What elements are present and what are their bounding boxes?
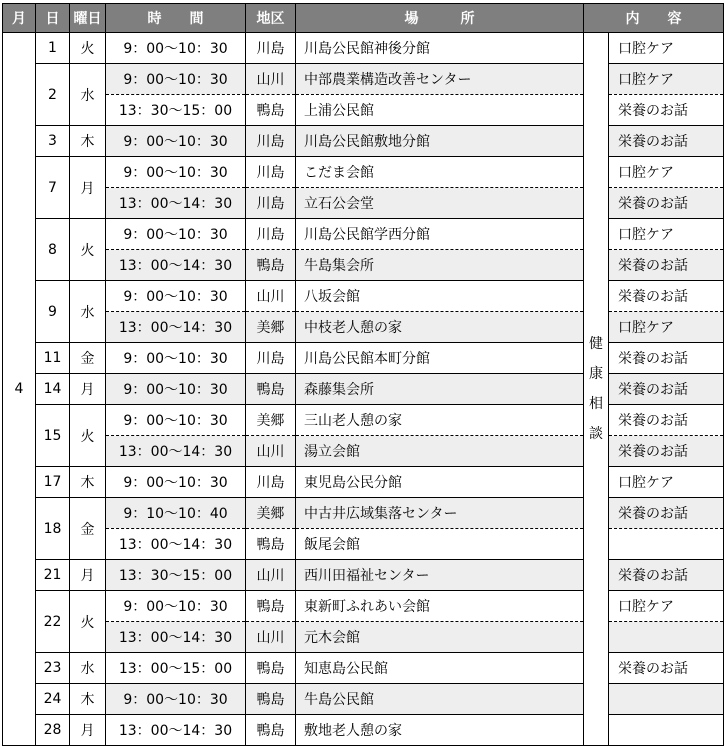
place-cell: 川島公民館敷地分館 <box>296 126 584 157</box>
place-cell: 八坂会館 <box>296 281 584 312</box>
time-cell: 9：00〜10：30 <box>106 684 246 715</box>
table-row <box>3 33 724 64</box>
header-content: 内 容 <box>584 4 724 33</box>
table-row <box>3 622 724 653</box>
place-cell: 川島公民館学西分館 <box>296 219 584 250</box>
content-cell: 栄養のお話 <box>609 436 724 467</box>
header-time: 時 間 <box>106 4 246 33</box>
place-cell: 森藤集会所 <box>296 374 584 405</box>
weekday-cell: 火 <box>70 405 106 467</box>
table-row <box>3 405 724 436</box>
table-row <box>3 498 724 529</box>
content-cell: 栄養のお話 <box>609 281 724 312</box>
place-cell: 三山老人憩の家 <box>296 405 584 436</box>
area-cell: 鴨島 <box>246 591 296 622</box>
schedule-body <box>3 33 724 746</box>
area-cell: 鴨島 <box>246 250 296 281</box>
place-cell: 元木会館 <box>296 622 584 653</box>
content-cell: 口腔ケア <box>609 33 724 64</box>
place-cell: 牛島集会所 <box>296 250 584 281</box>
category-char: 相 <box>589 396 603 412</box>
time-cell: 13：30〜15：00 <box>106 560 246 591</box>
weekday-cell: 木 <box>70 467 106 498</box>
content-cell: 口腔ケア <box>609 157 724 188</box>
area-cell: 美郷 <box>246 312 296 343</box>
table-row <box>3 188 724 219</box>
table-row <box>3 219 724 250</box>
place-cell: 湯立会館 <box>296 436 584 467</box>
place-cell: 知恵島公民館 <box>296 653 584 684</box>
day-cell: 22 <box>36 591 70 653</box>
place-cell: 西川田福祉センター <box>296 560 584 591</box>
time-cell: 9：00〜10：30 <box>106 33 246 64</box>
category-char: 談 <box>589 426 603 442</box>
place-cell: 中古井広域集落センター <box>296 498 584 529</box>
content-cell: 栄養のお話 <box>609 188 724 219</box>
weekday-cell: 金 <box>70 343 106 374</box>
day-cell: 8 <box>36 219 70 281</box>
place-cell: 牛島公民館 <box>296 684 584 715</box>
day-cell: 17 <box>36 467 70 498</box>
place-cell: 上浦公民館 <box>296 95 584 126</box>
area-cell: 川島 <box>246 467 296 498</box>
area-cell: 美郷 <box>246 498 296 529</box>
area-cell: 川島 <box>246 188 296 219</box>
area-cell: 山川 <box>246 281 296 312</box>
category-char: 康 <box>589 366 603 382</box>
day-cell: 24 <box>36 684 70 715</box>
weekday-cell: 月 <box>70 157 106 219</box>
time-cell: 9：00〜10：30 <box>106 591 246 622</box>
content-cell: 栄養のお話 <box>609 405 724 436</box>
area-cell: 鴨島 <box>246 529 296 560</box>
day-cell: 1 <box>36 33 70 64</box>
day-cell: 2 <box>36 64 70 126</box>
table-row <box>3 560 724 591</box>
table-row <box>3 157 724 188</box>
content-cell: 口腔ケア <box>609 219 724 250</box>
area-cell: 川島 <box>246 219 296 250</box>
place-cell: 飯尾会館 <box>296 529 584 560</box>
weekday-cell: 水 <box>70 653 106 684</box>
content-cell <box>609 684 724 715</box>
header-row <box>3 4 724 33</box>
time-cell: 13：00〜14：30 <box>106 715 246 746</box>
time-cell: 13：00〜14：30 <box>106 529 246 560</box>
area-cell: 山川 <box>246 64 296 95</box>
area-cell: 川島 <box>246 33 296 64</box>
weekday-cell: 月 <box>70 560 106 591</box>
time-cell: 9：00〜10：30 <box>106 126 246 157</box>
day-cell: 15 <box>36 405 70 467</box>
place-cell: 東新町ふれあい会館 <box>296 591 584 622</box>
weekday-cell: 火 <box>70 591 106 653</box>
weekday-cell: 月 <box>70 374 106 405</box>
day-cell: 3 <box>36 126 70 157</box>
table-row <box>3 64 724 95</box>
weekday-cell: 金 <box>70 498 106 560</box>
day-cell: 14 <box>36 374 70 405</box>
content-cell: 栄養のお話 <box>609 374 724 405</box>
category-cell <box>584 33 609 746</box>
content-cell: 口腔ケア <box>609 467 724 498</box>
table-row <box>3 653 724 684</box>
place-cell: 立石公会堂 <box>296 188 584 219</box>
area-cell: 川島 <box>246 343 296 374</box>
time-cell: 9：00〜10：30 <box>106 157 246 188</box>
place-cell: 敷地老人憩の家 <box>296 715 584 746</box>
day-cell: 11 <box>36 343 70 374</box>
table-row <box>3 467 724 498</box>
time-cell: 13：00〜14：30 <box>106 312 246 343</box>
table-row <box>3 312 724 343</box>
weekday-cell: 水 <box>70 281 106 343</box>
content-cell: 栄養のお話 <box>609 653 724 684</box>
time-cell: 13：00〜14：30 <box>106 622 246 653</box>
table-row <box>3 436 724 467</box>
place-cell: こだま会館 <box>296 157 584 188</box>
area-cell: 山川 <box>246 622 296 653</box>
time-cell: 9：00〜10：30 <box>106 467 246 498</box>
area-cell: 山川 <box>246 560 296 591</box>
weekday-cell: 月 <box>70 715 106 746</box>
weekday-cell: 火 <box>70 219 106 281</box>
time-cell: 13：00〜14：30 <box>106 188 246 219</box>
content-cell: 栄養のお話 <box>609 498 724 529</box>
content-cell: 口腔ケア <box>609 312 724 343</box>
content-cell: 栄養のお話 <box>609 343 724 374</box>
place-cell: 川島公民館神後分館 <box>296 33 584 64</box>
time-cell: 9：00〜10：30 <box>106 64 246 95</box>
content-cell: 口腔ケア <box>609 591 724 622</box>
area-cell: 鴨島 <box>246 95 296 126</box>
header-place: 場 所 <box>296 4 584 33</box>
day-cell: 28 <box>36 715 70 746</box>
time-cell: 13：00〜14：30 <box>106 250 246 281</box>
day-cell: 21 <box>36 560 70 591</box>
table-row <box>3 343 724 374</box>
area-cell: 川島 <box>246 126 296 157</box>
table-row <box>3 126 724 157</box>
day-cell: 7 <box>36 157 70 219</box>
content-cell: 口腔ケア <box>609 64 724 95</box>
content-cell: 栄養のお話 <box>609 560 724 591</box>
area-cell: 山川 <box>246 436 296 467</box>
place-cell: 中部農業構造改善センター <box>296 64 584 95</box>
time-cell: 9：00〜10：30 <box>106 219 246 250</box>
table-row <box>3 591 724 622</box>
weekday-cell: 木 <box>70 684 106 715</box>
time-cell: 13：00〜15：00 <box>106 653 246 684</box>
schedule-table <box>2 3 724 746</box>
day-cell: 18 <box>36 498 70 560</box>
content-cell: 栄養のお話 <box>609 250 724 281</box>
time-cell: 9：00〜10：30 <box>106 374 246 405</box>
content-cell: 栄養のお話 <box>609 95 724 126</box>
content-cell <box>609 529 724 560</box>
area-cell: 鴨島 <box>246 374 296 405</box>
time-cell: 9：00〜10：30 <box>106 343 246 374</box>
content-cell: 栄養のお話 <box>609 126 724 157</box>
table-row <box>3 250 724 281</box>
area-cell: 鴨島 <box>246 653 296 684</box>
header-weekday: 曜日 <box>70 4 106 33</box>
time-cell: 9：00〜10：30 <box>106 281 246 312</box>
table-row <box>3 281 724 312</box>
weekday-cell: 水 <box>70 64 106 126</box>
time-cell: 9：10〜10：40 <box>106 498 246 529</box>
day-cell: 23 <box>36 653 70 684</box>
place-cell: 川島公民館本町分館 <box>296 343 584 374</box>
table-row <box>3 95 724 126</box>
category-char: 健 <box>589 336 603 352</box>
area-cell: 鴨島 <box>246 684 296 715</box>
place-cell: 中枝老人憩の家 <box>296 312 584 343</box>
header-day: 日 <box>36 4 70 33</box>
table-row <box>3 684 724 715</box>
day-cell: 9 <box>36 281 70 343</box>
header-area: 地区 <box>246 4 296 33</box>
area-cell: 川島 <box>246 157 296 188</box>
table-row <box>3 529 724 560</box>
header-month: 月 <box>3 4 36 33</box>
table-row <box>3 374 724 405</box>
weekday-cell: 木 <box>70 126 106 157</box>
time-cell: 9：00〜10：30 <box>106 405 246 436</box>
time-cell: 13：30〜15：00 <box>106 95 246 126</box>
time-cell: 13：00〜14：30 <box>106 436 246 467</box>
month-cell: 4 <box>3 33 36 746</box>
area-cell: 美郷 <box>246 405 296 436</box>
place-cell: 東児島公民分館 <box>296 467 584 498</box>
area-cell: 鴨島 <box>246 715 296 746</box>
content-cell <box>609 622 724 653</box>
weekday-cell: 火 <box>70 33 106 64</box>
